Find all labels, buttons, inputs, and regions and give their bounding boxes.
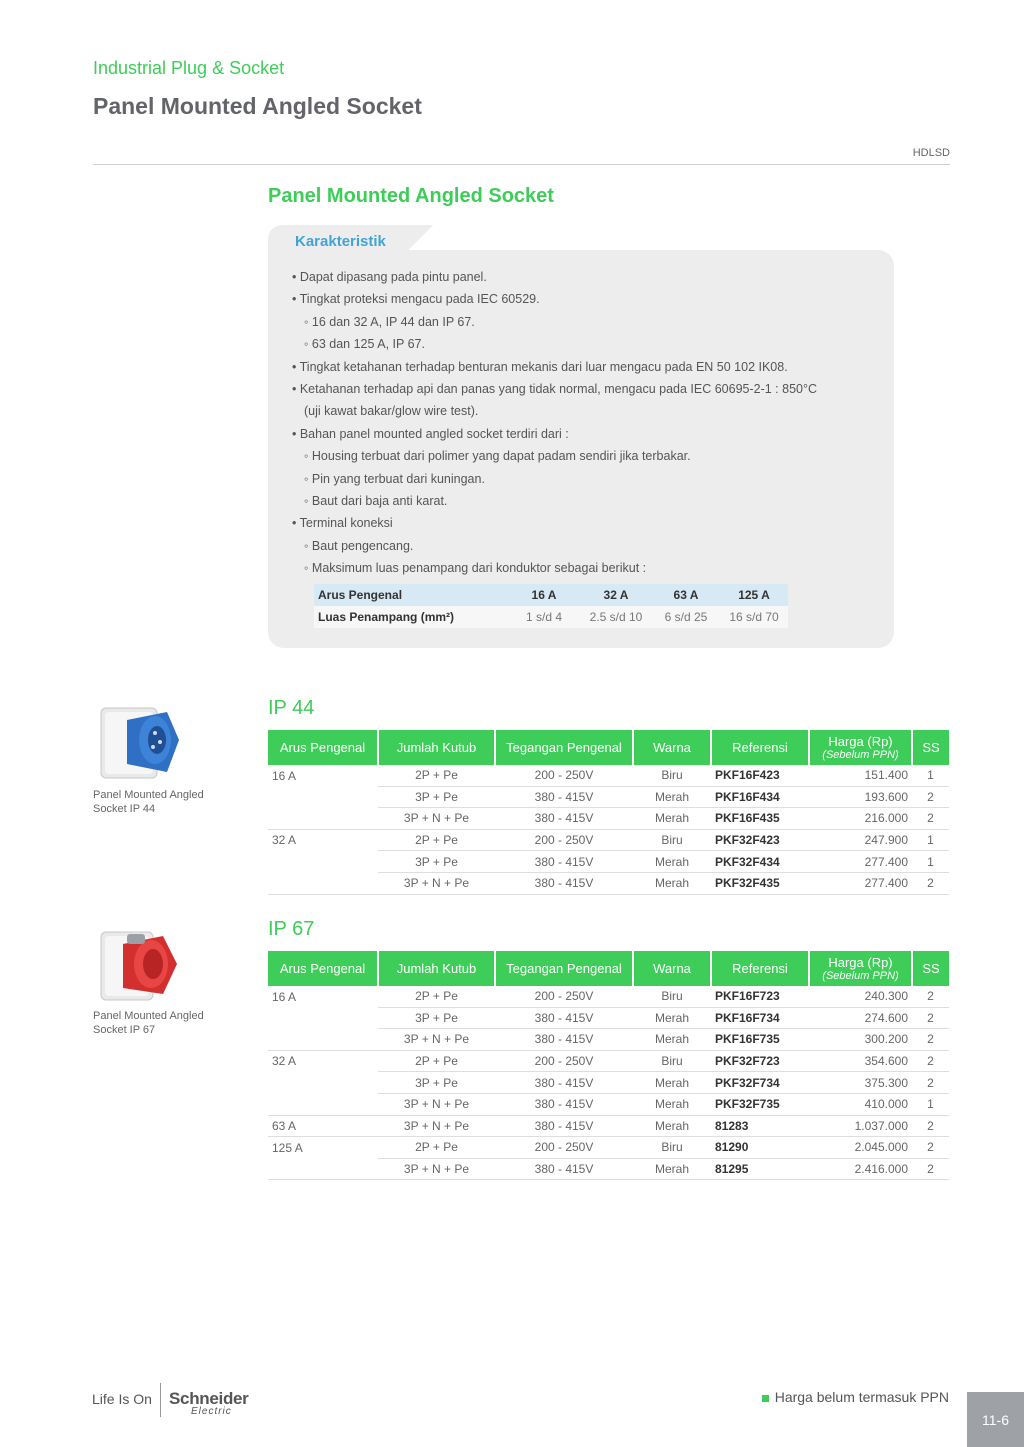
karakteristik-tab-corner bbox=[407, 225, 433, 251]
spec-cell: 125 A bbox=[720, 584, 788, 606]
cell-referensi: PKF16F434 bbox=[711, 786, 809, 808]
cell-tegangan: 200 - 250V bbox=[495, 829, 633, 851]
cell-harga: 1.037.000 bbox=[809, 1115, 912, 1137]
spec-cell: 2.5 s/d 10 bbox=[580, 606, 652, 628]
col-tegangan: Tegangan Pengenal bbox=[495, 730, 633, 765]
col-ss: SS bbox=[912, 951, 949, 986]
cell-arus bbox=[268, 808, 378, 830]
cell-ss: 2 bbox=[912, 1137, 949, 1159]
cell-jumlah-kutub: 3P + Pe bbox=[378, 851, 495, 873]
karakteristik-line: • Terminal koneksi bbox=[292, 516, 393, 531]
cell-jumlah-kutub: 3P + N + Pe bbox=[378, 808, 495, 830]
table-row bbox=[268, 1115, 949, 1137]
cell-warna: Biru bbox=[633, 1137, 711, 1159]
cell-referensi: PKF32F723 bbox=[711, 1050, 809, 1072]
karakteristik-line: (uji kawat bakar/glow wire test). bbox=[304, 404, 479, 419]
col-referensi: Referensi bbox=[711, 951, 809, 986]
spec-label: Arus Pengenal bbox=[314, 584, 508, 606]
ip44-product-table bbox=[268, 730, 949, 895]
green-square-icon bbox=[762, 1395, 769, 1402]
cell-ss: 2 bbox=[912, 1072, 949, 1094]
table-row bbox=[268, 765, 949, 786]
cell-harga: 277.400 bbox=[809, 851, 912, 873]
cell-ss: 2 bbox=[912, 808, 949, 830]
footer-separator bbox=[160, 1383, 161, 1417]
cell-ss: 1 bbox=[912, 765, 949, 786]
ip44-socket-image bbox=[97, 700, 187, 790]
cell-tegangan: 380 - 415V bbox=[495, 808, 633, 830]
cell-arus bbox=[268, 872, 378, 894]
karakteristik-line: ◦ 16 dan 32 A, IP 44 dan IP 67. bbox=[304, 314, 475, 329]
karakteristik-line: • Tingkat ketahanan terhadap benturan mekanis dari luar mengacu pada EN 50 102 IK08. bbox=[292, 359, 788, 374]
cell-warna: Merah bbox=[633, 1158, 711, 1180]
karakteristik-line: ◦ 63 dan 125 A, IP 67. bbox=[304, 337, 425, 352]
spec-cell: 6 s/d 25 bbox=[652, 606, 720, 628]
cell-tegangan: 380 - 415V bbox=[495, 1072, 633, 1094]
col-harga bbox=[809, 730, 912, 765]
cell-jumlah-kutub: 2P + Pe bbox=[378, 986, 495, 1007]
cell-harga: 240.300 bbox=[809, 986, 912, 1007]
cell-harga: 151.400 bbox=[809, 765, 912, 786]
cell-ss: 1 bbox=[912, 851, 949, 873]
cell-arus: 125 A bbox=[272, 1140, 303, 1155]
cell-tegangan: 200 - 250V bbox=[495, 1137, 633, 1159]
cell-jumlah-kutub: 3P + N + Pe bbox=[378, 1158, 495, 1180]
cell-tegangan: 380 - 415V bbox=[495, 872, 633, 894]
cell-warna: Biru bbox=[633, 829, 711, 851]
col-harga-sub: (Sebelum PPN) bbox=[822, 749, 899, 761]
cell-ss: 2 bbox=[912, 1115, 949, 1137]
spec-row-current bbox=[314, 584, 788, 606]
karakteristik-line: • Tingkat proteksi mengacu pada IEC 60529. bbox=[292, 292, 540, 307]
spec-cell: 32 A bbox=[580, 584, 652, 606]
cell-arus: 32 A bbox=[272, 833, 297, 848]
col-referensi: Referensi bbox=[711, 730, 809, 765]
ip67-table-body bbox=[268, 986, 949, 1180]
section-code: HDLSD bbox=[912, 147, 950, 159]
ip44-heading: IP 44 bbox=[268, 697, 315, 719]
cell-tegangan: 380 - 415V bbox=[495, 1115, 633, 1137]
cell-warna: Merah bbox=[633, 1029, 711, 1051]
cell-arus bbox=[268, 1007, 378, 1029]
karakteristik-title: Karakteristik bbox=[295, 233, 386, 250]
col-harga-label: Harga (Rp) bbox=[828, 955, 893, 970]
table-row bbox=[268, 808, 949, 830]
life-is-on-tagline: Life Is On bbox=[92, 1391, 152, 1407]
footer-note-text: Harga belum termasuk PPN bbox=[774, 1389, 949, 1405]
ip44-table-body bbox=[268, 765, 949, 894]
cell-harga: 375.300 bbox=[809, 1072, 912, 1094]
cell-referensi: PKF32F735 bbox=[711, 1093, 809, 1115]
cell-tegangan: 200 - 250V bbox=[495, 986, 633, 1007]
karakteristik-list bbox=[292, 266, 817, 580]
cell-jumlah-kutub: 3P + Pe bbox=[378, 1072, 495, 1094]
cell-arus bbox=[268, 786, 378, 808]
cell-warna: Merah bbox=[633, 1007, 711, 1029]
cell-ss: 1 bbox=[912, 829, 949, 851]
cell-warna: Merah bbox=[633, 1115, 711, 1137]
cell-tegangan: 200 - 250V bbox=[495, 765, 633, 786]
cell-tegangan: 380 - 415V bbox=[495, 1007, 633, 1029]
cell-harga: 410.000 bbox=[809, 1093, 912, 1115]
cell-harga: 247.900 bbox=[809, 829, 912, 851]
cell-warna: Merah bbox=[633, 1072, 711, 1094]
karakteristik-line: • Dapat dipasang pada pintu panel. bbox=[292, 270, 487, 284]
cell-harga: 274.600 bbox=[809, 1007, 912, 1029]
spec-cell: 16 s/d 70 bbox=[720, 606, 788, 628]
table-row bbox=[268, 1158, 949, 1180]
col-warna: Warna bbox=[633, 730, 711, 765]
cell-referensi: PKF16F735 bbox=[711, 1029, 809, 1051]
section-title: Panel Mounted Angled Socket bbox=[268, 185, 554, 207]
schneider-logo: Schneider bbox=[169, 1389, 249, 1408]
col-warna: Warna bbox=[633, 951, 711, 986]
spec-cell: 63 A bbox=[652, 584, 720, 606]
category-label: Industrial Plug & Socket bbox=[93, 58, 285, 78]
table-row bbox=[268, 1093, 949, 1115]
spec-cell: 1 s/d 4 bbox=[508, 606, 580, 628]
cell-warna: Merah bbox=[633, 851, 711, 873]
cell-warna: Merah bbox=[633, 808, 711, 830]
cell-arus: 16 A bbox=[272, 768, 297, 783]
cell-arus: 63 A bbox=[268, 1115, 378, 1137]
col-harga-label: Harga (Rp) bbox=[828, 734, 893, 749]
karakteristik-line: ◦ Baut pengencang. bbox=[304, 538, 414, 553]
cell-warna: Biru bbox=[633, 986, 711, 1007]
cell-warna: Biru bbox=[633, 1050, 711, 1072]
cell-harga: 216.000 bbox=[809, 808, 912, 830]
cell-referensi: 81295 bbox=[711, 1158, 809, 1180]
ip67-caption: Panel Mounted Angled Socket IP 67 bbox=[93, 1010, 204, 1036]
cell-referensi: PKF32F423 bbox=[711, 829, 809, 851]
cell-ss: 2 bbox=[912, 786, 949, 808]
cell-ss: 2 bbox=[912, 1007, 949, 1029]
cell-referensi: PKF16F723 bbox=[711, 986, 809, 1007]
ip44-caption: Panel Mounted Angled Socket IP 44 bbox=[93, 789, 204, 815]
col-harga-sub: (Sebelum PPN) bbox=[822, 970, 899, 982]
header-divider bbox=[93, 164, 950, 165]
cell-ss: 2 bbox=[912, 1029, 949, 1051]
cell-referensi: 81290 bbox=[711, 1137, 809, 1159]
ip44-header-row bbox=[268, 730, 949, 765]
cell-tegangan: 380 - 415V bbox=[495, 786, 633, 808]
cell-jumlah-kutub: 3P + Pe bbox=[378, 1007, 495, 1029]
cell-jumlah-kutub: 2P + Pe bbox=[378, 1050, 495, 1072]
spec-row-cross-section bbox=[314, 606, 788, 628]
cell-referensi: PKF16F423 bbox=[711, 765, 809, 786]
cell-harga: 2.416.000 bbox=[809, 1158, 912, 1180]
table-row bbox=[268, 872, 949, 894]
page-title: Panel Mounted Angled Socket bbox=[93, 93, 422, 119]
table-row bbox=[268, 1050, 949, 1072]
footer-note bbox=[762, 1389, 949, 1405]
cell-arus bbox=[268, 1029, 378, 1051]
karakteristik-line: ◦ Baut dari baja anti karat. bbox=[304, 494, 448, 509]
table-row bbox=[268, 851, 949, 873]
schneider-logo-sub: Electric bbox=[191, 1406, 232, 1417]
spec-label: Luas Penampang (mm²) bbox=[314, 606, 508, 628]
table-row bbox=[268, 1137, 949, 1159]
cell-ss: 2 bbox=[912, 872, 949, 894]
cell-arus: 16 A bbox=[272, 989, 297, 1004]
cell-jumlah-kutub: 3P + N + Pe bbox=[378, 1115, 495, 1137]
col-arus: Arus Pengenal bbox=[268, 951, 378, 986]
col-jumlah-kutub: Jumlah Kutub bbox=[378, 951, 495, 986]
col-arus: Arus Pengenal bbox=[268, 730, 378, 765]
table-row bbox=[268, 986, 949, 1007]
cell-tegangan: 380 - 415V bbox=[495, 1158, 633, 1180]
cell-ss: 2 bbox=[912, 1158, 949, 1180]
cell-referensi: PKF32F434 bbox=[711, 851, 809, 873]
cell-jumlah-kutub: 2P + Pe bbox=[378, 829, 495, 851]
karakteristik-line: • Bahan panel mounted angled socket terdiri dari : bbox=[292, 426, 569, 441]
col-tegangan: Tegangan Pengenal bbox=[495, 951, 633, 986]
table-row bbox=[268, 1007, 949, 1029]
cell-arus bbox=[268, 851, 378, 873]
col-jumlah-kutub: Jumlah Kutub bbox=[378, 730, 495, 765]
cell-tegangan: 200 - 250V bbox=[495, 1050, 633, 1072]
table-row bbox=[268, 1072, 949, 1094]
karakteristik-line: ◦ Pin yang terbuat dari kuningan. bbox=[304, 471, 485, 486]
ip67-heading: IP 67 bbox=[268, 918, 315, 940]
table-row bbox=[268, 829, 949, 851]
cell-warna: Merah bbox=[633, 786, 711, 808]
cell-referensi: PKF16F734 bbox=[711, 1007, 809, 1029]
karakteristik-line: ◦ Maksimum luas penampang dari konduktor sebagai berikut : bbox=[304, 561, 647, 576]
table-row bbox=[268, 1029, 949, 1051]
cell-tegangan: 380 - 415V bbox=[495, 851, 633, 873]
cell-referensi: PKF16F435 bbox=[711, 808, 809, 830]
cell-harga: 277.400 bbox=[809, 872, 912, 894]
cell-tegangan: 380 - 415V bbox=[495, 1093, 633, 1115]
cell-tegangan: 380 - 415V bbox=[495, 1029, 633, 1051]
cell-referensi: PKF32F734 bbox=[711, 1072, 809, 1094]
ip67-header-row bbox=[268, 951, 949, 986]
cell-jumlah-kutub: 2P + Pe bbox=[378, 765, 495, 786]
cell-referensi: 81283 bbox=[711, 1115, 809, 1137]
cell-ss: 2 bbox=[912, 1050, 949, 1072]
karakteristik-line: • Ketahanan terhadap api dan panas yang tidak normal, mengacu pada IEC 60695-2-1 : 850°C bbox=[292, 382, 818, 397]
cell-jumlah-kutub: 3P + N + Pe bbox=[378, 1093, 495, 1115]
cell-harga: 354.600 bbox=[809, 1050, 912, 1072]
cell-jumlah-kutub: 3P + N + Pe bbox=[378, 1029, 495, 1051]
col-ss: SS bbox=[912, 730, 949, 765]
cell-warna: Merah bbox=[633, 1093, 711, 1115]
page-number: 11-6 bbox=[967, 1392, 1024, 1447]
cell-arus bbox=[268, 1158, 378, 1180]
cell-warna: Merah bbox=[633, 872, 711, 894]
cell-arus bbox=[268, 1093, 378, 1115]
cell-jumlah-kutub: 3P + N + Pe bbox=[378, 872, 495, 894]
cell-arus: 32 A bbox=[272, 1054, 297, 1069]
cell-jumlah-kutub: 2P + Pe bbox=[378, 1137, 495, 1159]
cell-ss: 1 bbox=[912, 1093, 949, 1115]
cell-harga: 2.045.000 bbox=[809, 1137, 912, 1159]
ip67-product-table bbox=[268, 951, 949, 1180]
cell-ss: 2 bbox=[912, 986, 949, 1007]
cell-referensi: PKF32F435 bbox=[711, 872, 809, 894]
conductor-spec-table bbox=[314, 584, 788, 628]
cell-jumlah-kutub: 3P + Pe bbox=[378, 786, 495, 808]
karakteristik-line: ◦ Housing terbuat dari polimer yang dapat padam sendiri jika terbakar. bbox=[304, 449, 691, 464]
col-harga bbox=[809, 951, 912, 986]
ip67-socket-image bbox=[97, 922, 187, 1012]
cell-harga: 300.200 bbox=[809, 1029, 912, 1051]
table-row bbox=[268, 786, 949, 808]
cell-harga: 193.600 bbox=[809, 786, 912, 808]
cell-arus bbox=[268, 1072, 378, 1094]
spec-cell: 16 A bbox=[508, 584, 580, 606]
cell-warna: Biru bbox=[633, 765, 711, 786]
